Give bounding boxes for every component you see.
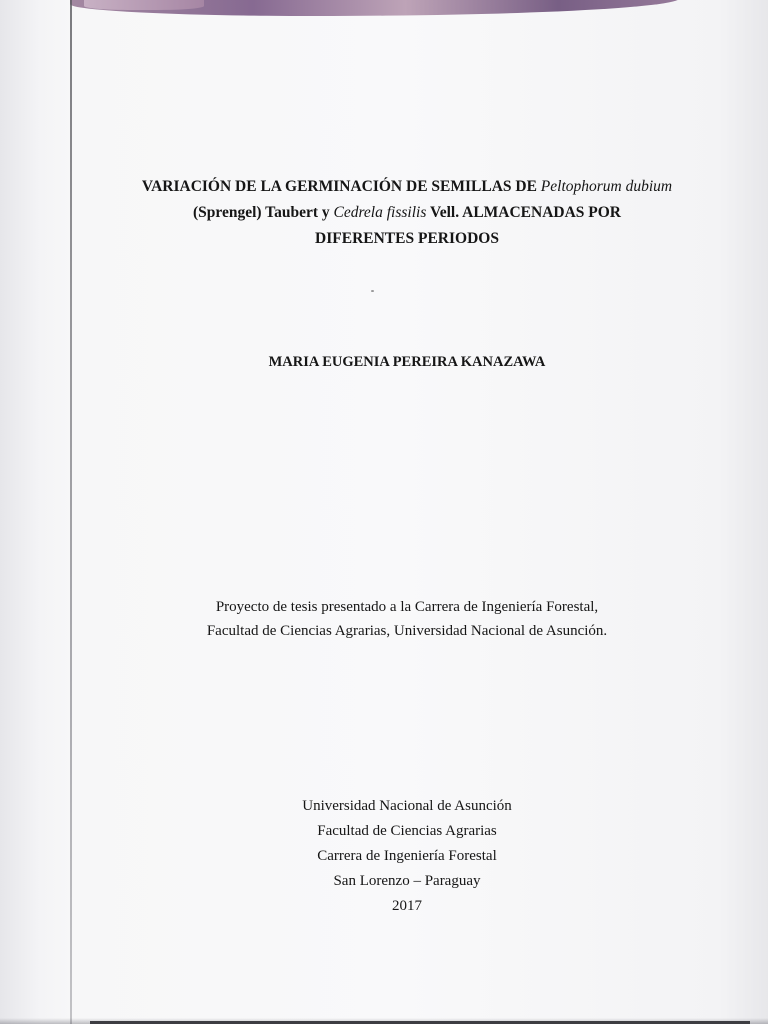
institution-faculty: Facultad de Ciencias Agrarias — [317, 823, 497, 839]
title-line-2 — [72, 200, 742, 226]
institution-university: Universidad Nacional de Asunción — [302, 798, 512, 814]
institution-year: 2017 — [392, 898, 422, 914]
paper-speck — [371, 290, 374, 292]
title-line-2-text-b: Vell. ALMACENADAS POR — [426, 204, 622, 221]
project-statement — [72, 595, 742, 643]
author-name: MARIA EUGENIA PEREIRA KANAZAWA — [268, 354, 546, 370]
species-name-cedrela: Cedrela fissilis — [333, 204, 427, 221]
thesis-title — [72, 174, 742, 252]
project-line-1: Proyecto de tesis presentado a la Carrera de Ingeniería Forestal, — [215, 599, 599, 615]
institution-career: Carrera de Ingeniería Forestal — [317, 848, 497, 864]
institution-block — [72, 794, 742, 919]
species-name-peltophorum: Peltophorum dubium — [540, 178, 673, 195]
institution-location: San Lorenzo – Paraguay — [333, 873, 481, 889]
title-line-3: DIFERENTES PERIODOS — [315, 230, 499, 247]
title-line-1 — [72, 174, 742, 200]
purple-object-highlight — [84, 0, 204, 10]
project-line-2: Facultad de Ciencias Agrarias, Universidad Nacional de Asunción. — [206, 623, 608, 639]
title-line-2-text-a: (Sprengel) Taubert y — [192, 204, 334, 221]
title-line-1-text: VARIACIÓN DE LA GERMINACIÓN DE SEMILLAS DE — [141, 178, 541, 195]
